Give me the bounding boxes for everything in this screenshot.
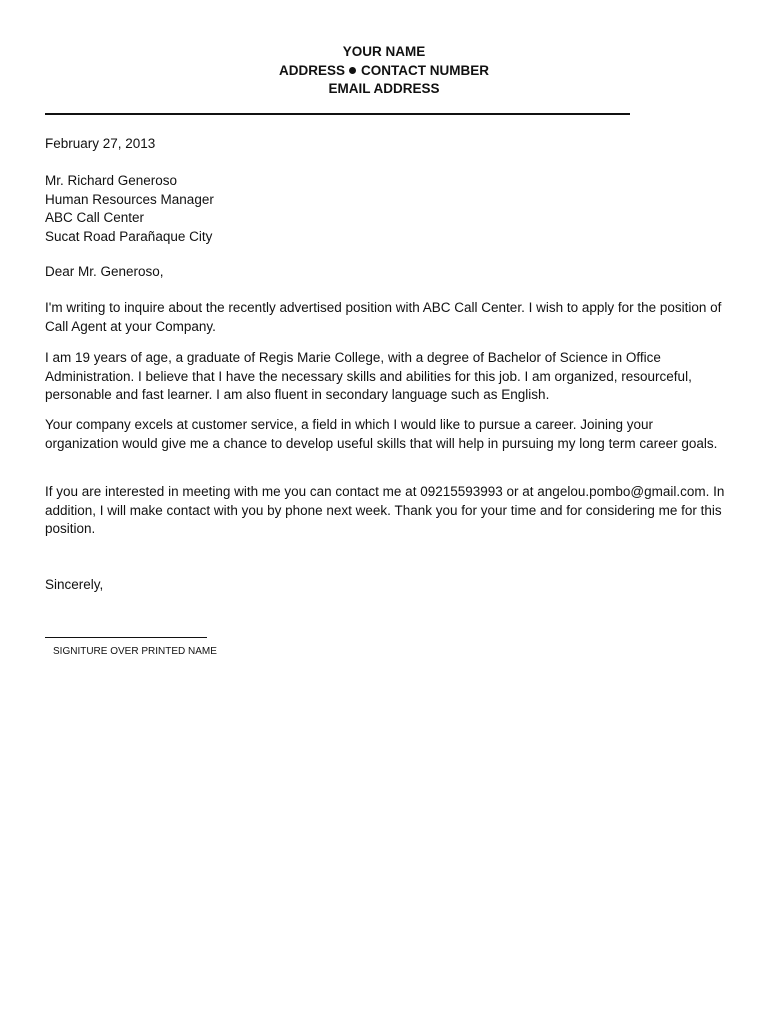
recipient-company: ABC Call Center	[45, 210, 145, 225]
sender-address-line	[0, 62, 768, 81]
bullet-separator-icon	[349, 67, 356, 74]
recipient-title: Human Resources Manager	[45, 191, 214, 207]
salutation: Dear Mr. Generoso,	[45, 264, 164, 279]
paragraph-2: I am 19 years of age, a graduate of Regis Marie College, with a degree of Bachelor of Science in Office Administration. I believe that I have the necessary skills and abilities for this job. I am organized, resourceful, personable and fast learner. I am also fluent in secondary language such as English.	[45, 350, 692, 402]
recipient-address: Sucat Road Parañaque City	[45, 228, 213, 244]
recipient-block	[45, 172, 725, 246]
paragraph-3: Your company excels at customer service, a field in which I would like to pursue a career. Joining your organization would give me a chance to develop useful skills that will help in pursuing my long term career goals.	[45, 417, 718, 451]
paragraph-1: I'm writing to inquire about the recently advertised position with ABC Call Center. I wish to apply for the position of Call Agent at your Company.	[45, 300, 722, 334]
sender-address: ADDRESS	[278, 62, 345, 78]
header-divider	[45, 113, 630, 115]
sender-name: YOUR NAME	[342, 44, 426, 59]
closing: Sincerely,	[45, 577, 104, 592]
signature-label: SIGNITURE OVER PRINTED NAME	[53, 646, 217, 657]
sender-email: EMAIL ADDRESS	[328, 81, 440, 96]
signature-line	[45, 637, 207, 638]
sender-contact: CONTACT NUMBER	[361, 62, 489, 78]
recipient-name: Mr. Richard Generoso	[45, 173, 178, 188]
letterhead	[0, 43, 768, 99]
letter-date: February 27, 2013	[45, 136, 156, 151]
paragraph-4: If you are interested in meeting with me you can contact me at 09215593993 or at angelou.pombo@gmail.com. In addition, I will make contact with you by phone next week. Thank you for your time and for considering me for this position.	[45, 484, 725, 536]
